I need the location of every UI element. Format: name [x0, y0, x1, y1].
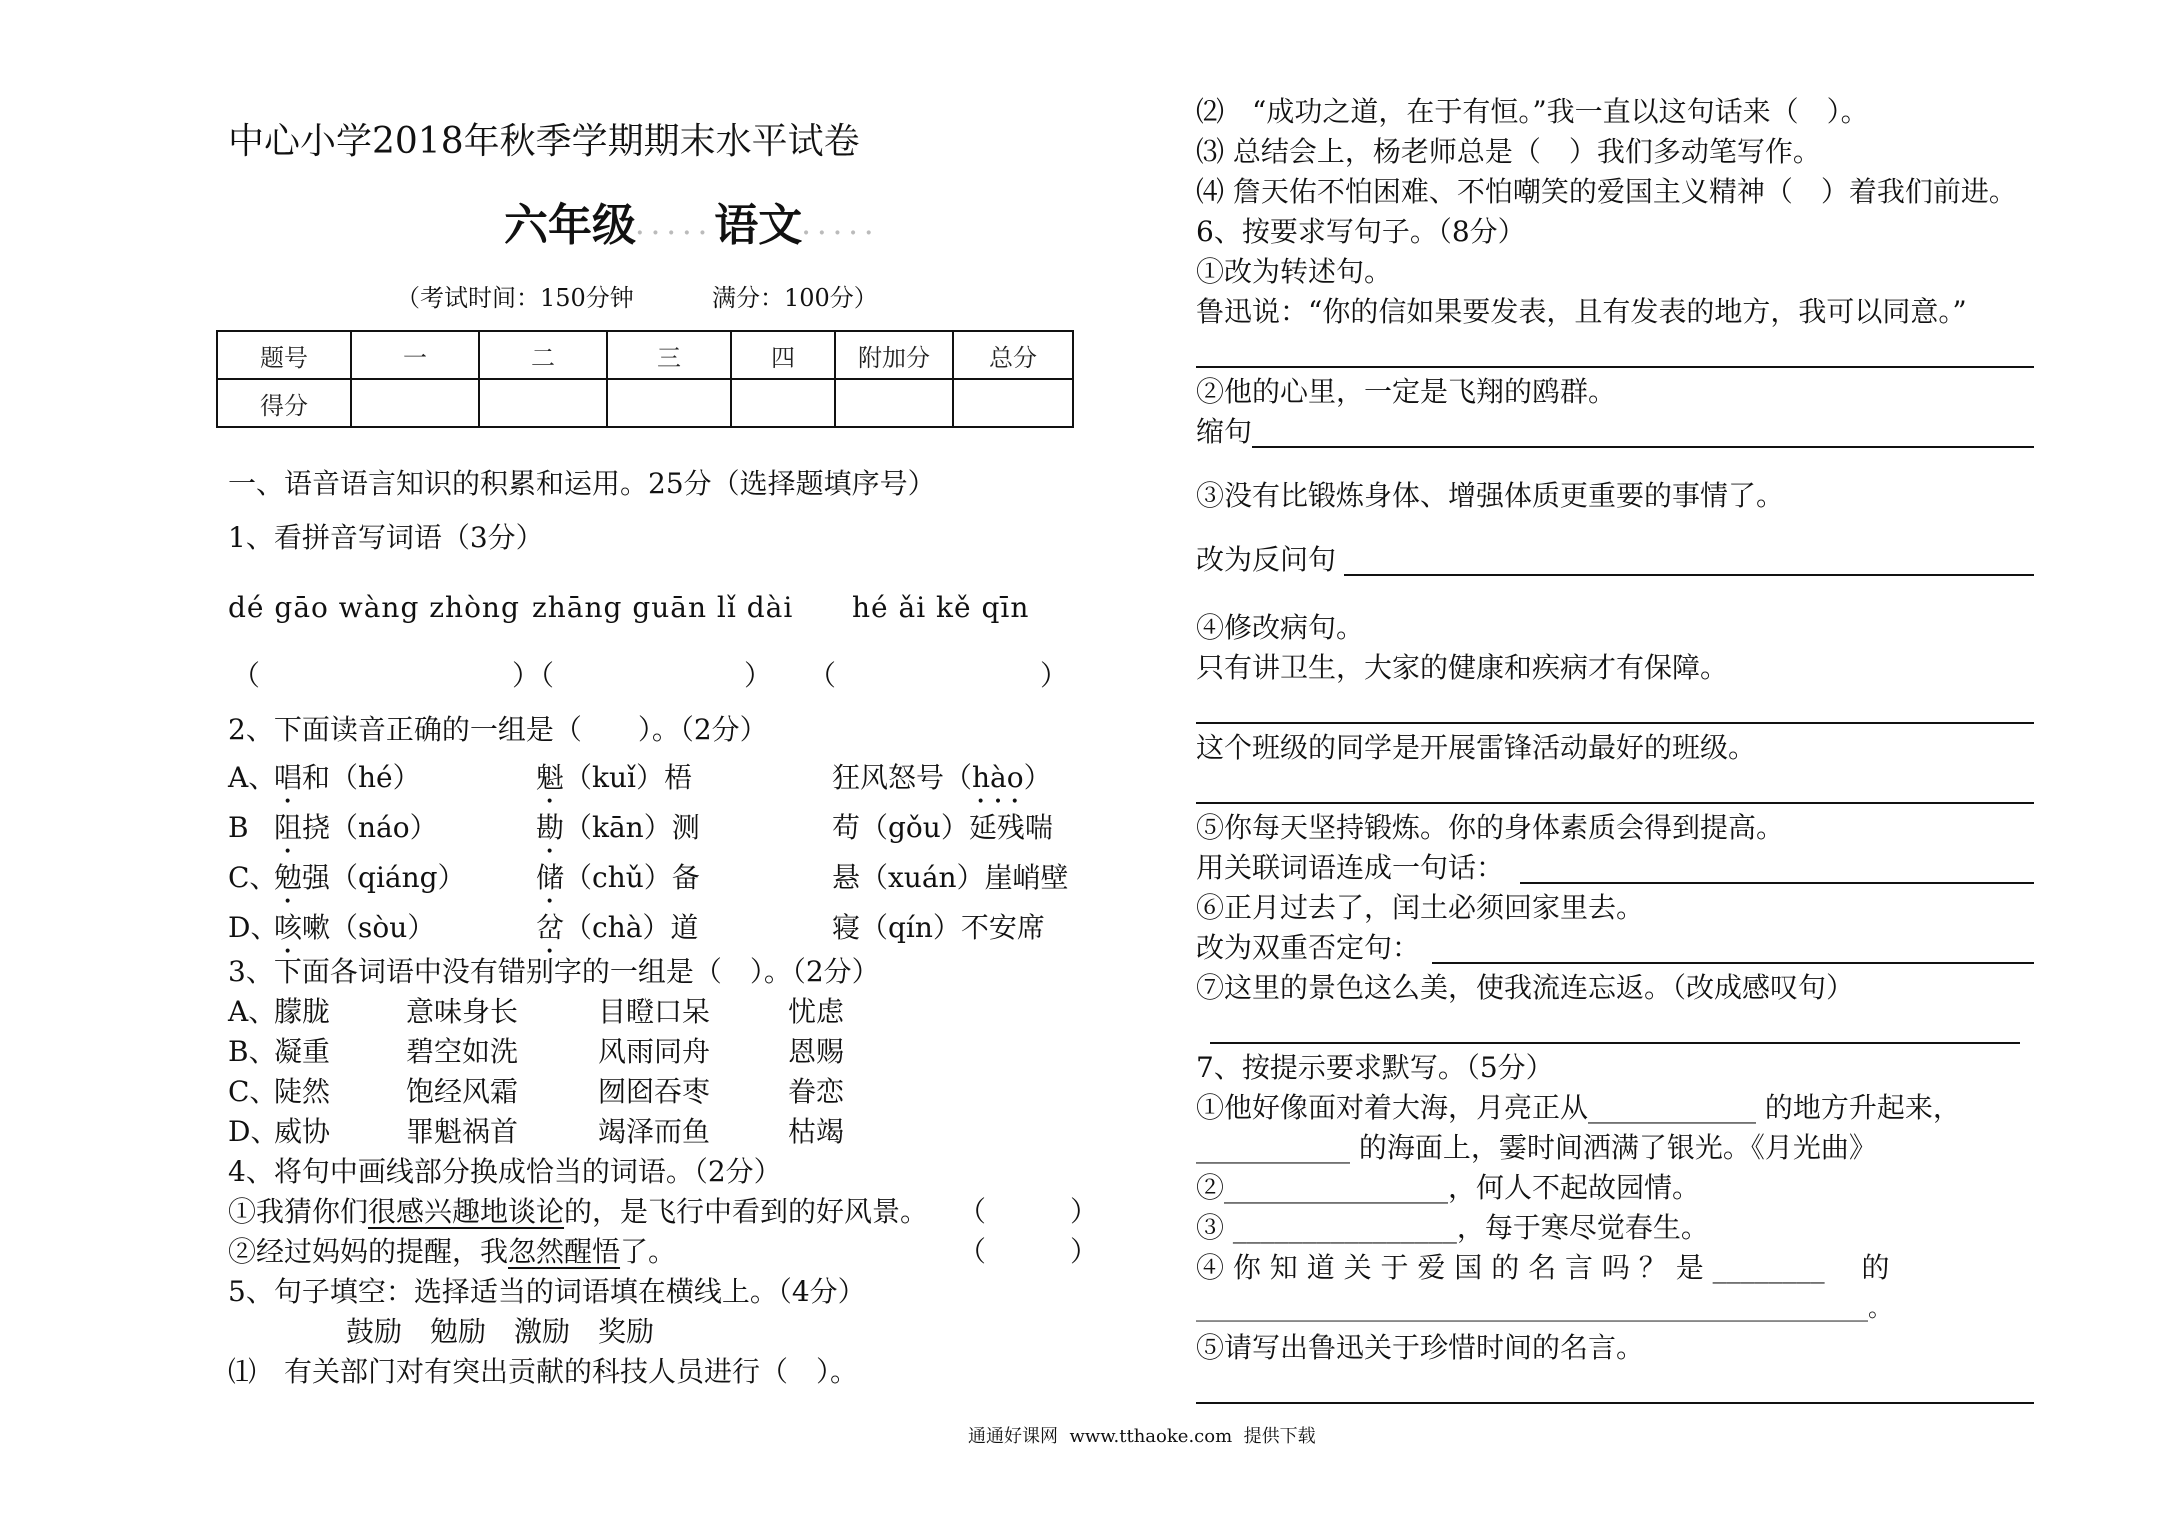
question-4-title: 4、将句中画线部分换成恰当的词语。（2分） — [228, 1155, 782, 1188]
q3-word: 威协 — [274, 1115, 331, 1148]
q3-word: 饱经风霜 — [406, 1075, 519, 1108]
score-table-score-row — [217, 379, 1073, 427]
score-input-cell[interactable] — [953, 379, 1073, 427]
q6-item-1-text: 鲁迅说：“你的信如果要发表，且有发表的地方，我可以同意。” — [1196, 295, 1967, 328]
q3-word: 囫囵吞枣 — [598, 1075, 711, 1108]
q6-item-4-sentence-1: 只有讲卫生，大家的健康和疾病才有保障。 — [1196, 651, 1729, 684]
emphasis-char: 勉 — [274, 861, 303, 894]
q6-item-5: ⑤你每天坚持锻炼。你的身体素质会得到提高。 — [1196, 811, 1785, 844]
answer-line[interactable] — [1196, 722, 2034, 724]
option-c-label: C、 — [228, 861, 278, 894]
grade-label: 六年级 — [504, 200, 636, 251]
word-rest: 强（qiáng） — [302, 861, 466, 894]
emphasis-char: 岔 — [536, 911, 565, 944]
word-rest: 狂风怒号（ — [832, 761, 973, 794]
word-rest: （kuǐ）梧 — [564, 761, 692, 794]
answer-line[interactable] — [1196, 1402, 2034, 1404]
q6-item-1: ①改为转述句。 — [1196, 255, 1393, 288]
score-table — [216, 330, 1074, 428]
question-1-title: 1、看拼音写词语（3分） — [228, 521, 544, 554]
word-rest: ） — [1023, 761, 1052, 794]
q5-sentence-3: ⑶ 总结会上，杨老师总是（ ）我们多动笔写作。 — [1196, 135, 1821, 168]
table-header-cell: 题号 — [217, 331, 351, 379]
answer-bracket[interactable]: （ — [808, 659, 837, 692]
option-a-word-2 — [536, 758, 692, 810]
emphasis-char: 咳 — [274, 911, 303, 944]
pinyin-1: dé gāo wàng zhòng — [228, 591, 520, 624]
emphasis-char: 唱 — [274, 761, 303, 794]
score-input-cell[interactable] — [351, 379, 479, 427]
word-rest: 挠（náo） — [302, 811, 438, 844]
q3-word: 枯竭 — [788, 1115, 845, 1148]
q6-item-3-label: 改为反问句 — [1196, 543, 1337, 576]
q4-sentence-1 — [228, 1192, 928, 1232]
q6-item-3: ③没有比锻炼身体、增强体质更重要的事情了。 — [1196, 479, 1785, 512]
option-b-word-3: 苟（gǒu）延残喘 — [832, 811, 1053, 844]
dotted-spacer: ····· — [636, 220, 715, 246]
sentence-text: 了。 — [620, 1235, 677, 1268]
q6-item-2: ②他的心里，一定是飞翔的鸥群。 — [1196, 375, 1617, 408]
pinyin-2: zhāng guān lǐ dài — [532, 591, 794, 624]
answer-bracket[interactable]: （ ） — [958, 1235, 1099, 1268]
table-row-label: 得分 — [217, 379, 351, 427]
q3-option-label: C、 — [228, 1075, 278, 1108]
word-rest: （chǔ）备 — [564, 861, 700, 894]
underlined-phrase: 很感兴趣地谈论 — [368, 1195, 565, 1228]
word-rest: （chà）道 — [564, 911, 699, 944]
question-7-title: 7、按提示要求默写。（5分） — [1196, 1051, 1554, 1084]
answer-line[interactable] — [1196, 802, 2034, 804]
q7-line-3: ②________________，何人不起故园情。 — [1196, 1171, 1701, 1204]
table-header-cell: 四 — [731, 331, 835, 379]
answer-bracket[interactable]: ）（ — [512, 659, 555, 692]
answer-bracket[interactable]: （ — [232, 659, 261, 692]
q6-item-6: ⑥正月过去了，闰土必须回家里去。 — [1196, 891, 1645, 924]
q5-sentence-2: ⑵ “成功之道，在于有恒。”我一直以这句话来（ ）。 — [1196, 95, 1869, 128]
q7-line-1: ①他好像面对着大海，月亮正从____________ 的地方升起来， — [1196, 1091, 1961, 1124]
score-input-cell[interactable] — [835, 379, 953, 427]
q7-line-6: ________________________________________________________。 — [1196, 1294, 1892, 1322]
q3-word: 风雨同舟 — [598, 1035, 711, 1068]
q6-item-6-label: 改为双重否定句： — [1196, 931, 1421, 964]
q3-option-label: D、 — [228, 1115, 279, 1148]
answer-line[interactable] — [1252, 446, 2034, 448]
footer-source: 通通好课网 www.tthaoke.com 提供下载 — [968, 1426, 1316, 1447]
option-b-word-1 — [274, 808, 438, 860]
exam-school-title: 中心小学2018年秋季学期期末水平试卷 — [228, 121, 860, 162]
dotted-spacer: ····· — [802, 220, 881, 246]
q5-sentence-4: ⑷ 詹天佑不怕困难、不怕嘲笑的爱国主义精神（ ）着我们前进。 — [1196, 175, 2017, 208]
option-a-word-3 — [832, 758, 1052, 810]
q6-item-5-label: 用关联词语连成一句话： — [1196, 851, 1505, 884]
option-c-word-2 — [536, 858, 700, 910]
score-input-cell[interactable] — [607, 379, 731, 427]
option-d-label: D、 — [228, 911, 279, 944]
answer-line[interactable] — [1210, 1042, 2020, 1044]
q3-word: 罪魁祸首 — [406, 1115, 519, 1148]
word-rest: （kān）测 — [564, 811, 700, 844]
q3-word: 眷恋 — [788, 1075, 845, 1108]
option-a-label: A、 — [228, 761, 277, 794]
q5-word-choices: 鼓励 勉励 激励 奖励 — [346, 1315, 655, 1348]
word-rest: 和（hé） — [302, 761, 421, 794]
q6-item-2-label: 缩句 — [1196, 415, 1253, 448]
q3-option-label: B、 — [228, 1035, 277, 1068]
q4-sentence-2 — [228, 1232, 676, 1272]
exam-time-info: （考试时间：150分钟 — [396, 284, 634, 312]
exam-score-info: 满分：100分） — [712, 284, 878, 312]
emphasis-char: 阻 — [274, 811, 303, 844]
table-header-cell: 一 — [351, 331, 479, 379]
subject-label: 语文 — [714, 200, 803, 251]
q3-word: 朦胧 — [274, 995, 331, 1028]
q3-word: 碧空如洗 — [406, 1035, 519, 1068]
q6-item-4: ④修改病句。 — [1196, 611, 1365, 644]
q7-line-2: ___________ 的海面上，霎时间洒满了银光。《月光曲》 — [1196, 1131, 1877, 1164]
word-rest: 嗽（sòu） — [302, 911, 436, 944]
score-input-cell[interactable] — [731, 379, 835, 427]
question-3-title: 3、下面各词语中没有错别字的一组是（ ）。（2分） — [228, 955, 880, 988]
question-5-title: 5、句子填空：选择适当的词语填在横线上。（4分） — [228, 1275, 866, 1308]
score-input-cell[interactable] — [479, 379, 607, 427]
pinyin-3: hé ǎi kě qīn — [852, 591, 1030, 624]
option-c-word-1 — [274, 858, 466, 910]
table-header-cell: 二 — [479, 331, 607, 379]
option-a-word-1 — [274, 758, 421, 810]
q3-word: 恩赐 — [788, 1035, 845, 1068]
table-header-cell: 总分 — [953, 331, 1073, 379]
underlined-phrase: 忽然醒悟 — [508, 1235, 621, 1268]
q6-item-4-sentence-2: 这个班级的同学是开展雷锋活动最好的班级。 — [1196, 731, 1757, 764]
sentence-text: ②经过妈妈的提醒，我 — [228, 1235, 509, 1268]
section-1-title: 一、语音语言知识的积累和运用。25分（选择题填序号） — [228, 467, 936, 500]
q3-word: 意味身长 — [406, 995, 519, 1028]
q3-word: 凝重 — [274, 1035, 331, 1068]
emphasis-char: 储 — [536, 861, 565, 894]
answer-line[interactable] — [1344, 574, 2034, 576]
option-d-word-3: 寝（qín）不安席 — [832, 911, 1045, 944]
emphasis-pinyin: hào — [972, 761, 1024, 794]
q3-word: 忧虑 — [788, 995, 845, 1028]
q5-sentence-1: ⑴ 有关部门对有突出贡献的科技人员进行（ ）。 — [228, 1355, 859, 1388]
emphasis-char: 勘 — [536, 811, 565, 844]
q3-option-label: A、 — [228, 995, 277, 1028]
score-table-header-row — [217, 331, 1073, 379]
q7-line-7: ⑤请写出鲁迅关于珍惜时间的名言。 — [1196, 1331, 1645, 1364]
table-header-cell: 三 — [607, 331, 731, 379]
question-2-title: 2、下面读音正确的一组是（ ）。（2分） — [228, 713, 768, 746]
q3-word: 目瞪口呆 — [598, 995, 711, 1028]
sentence-text: 的，是飞行中看到的好风景。 — [564, 1195, 929, 1228]
sentence-text: ①我猜你们 — [228, 1195, 369, 1228]
answer-bracket[interactable]: ） — [1040, 659, 1069, 692]
q7-line-5: ④ 你 知 道 关 于 爱 国 的 名 言 吗 ？ 是 ________ 的 — [1196, 1251, 1890, 1284]
q6-item-7: ⑦这里的景色这么美，使我流连忘返。（改成感叹句） — [1196, 971, 1855, 1004]
table-header-cell: 附加分 — [835, 331, 953, 379]
answer-bracket[interactable]: ） — [744, 659, 773, 692]
grade-subject-heading — [504, 198, 881, 261]
question-6-title: 6、按要求写句子。（8分） — [1196, 215, 1526, 248]
answer-line[interactable] — [1520, 882, 2034, 884]
option-b-word-2 — [536, 808, 700, 860]
option-b-label: B — [228, 811, 249, 844]
q3-word: 陡然 — [274, 1075, 331, 1108]
answer-line[interactable] — [1196, 366, 2034, 368]
answer-bracket[interactable]: （ ） — [958, 1195, 1099, 1228]
q3-word: 竭泽而鱼 — [598, 1115, 711, 1148]
q7-line-4: ③ ________________，每于寒尽觉春生。 — [1196, 1211, 1709, 1244]
option-c-word-3: 悬（xuán）崖峭壁 — [832, 861, 1069, 894]
emphasis-char: 魁 — [536, 761, 565, 794]
answer-line[interactable] — [1432, 962, 2034, 964]
